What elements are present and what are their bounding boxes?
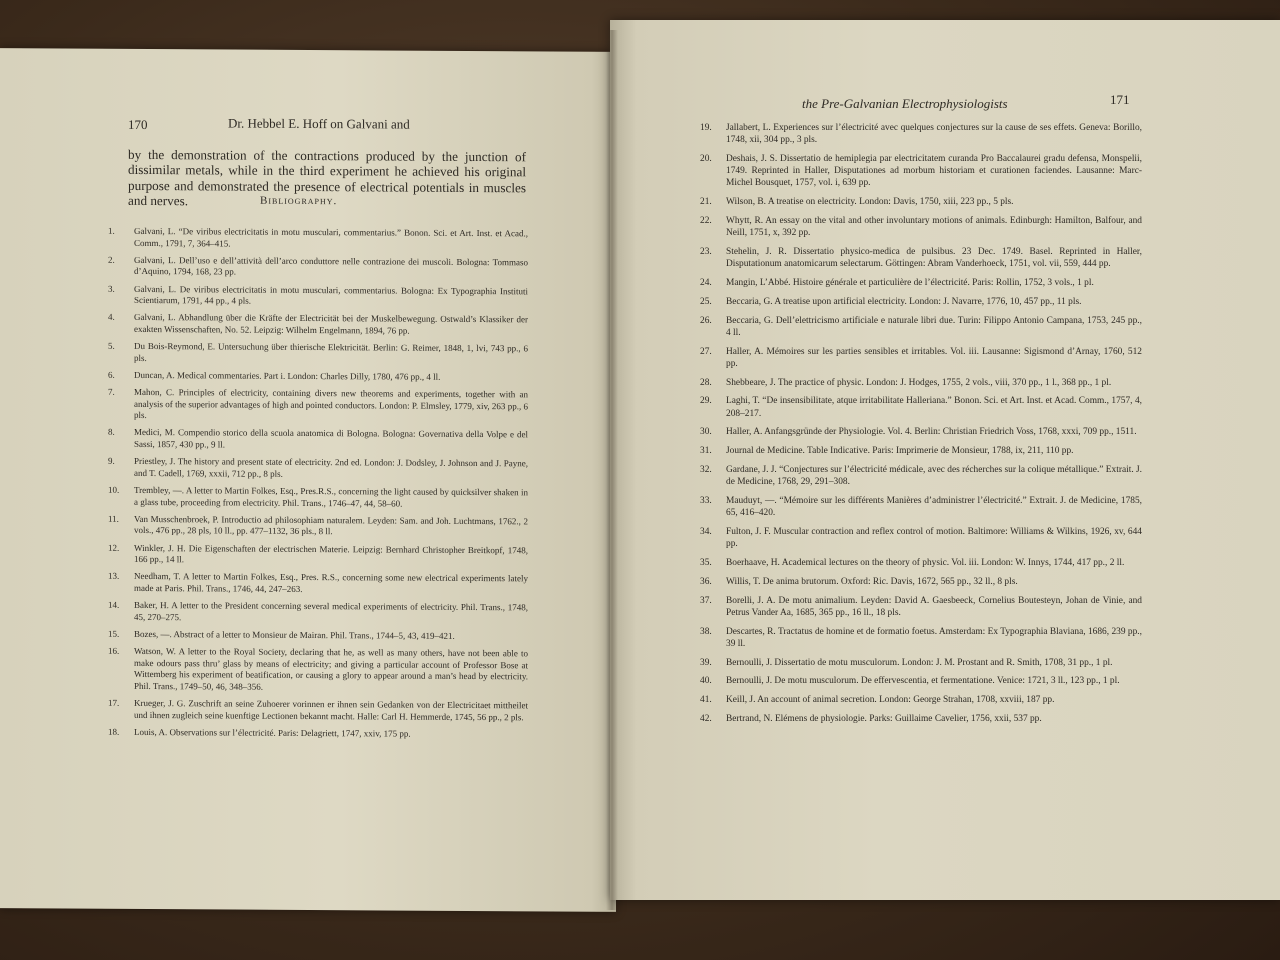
- reference-number: 29.: [700, 396, 712, 407]
- reference-number: 37.: [700, 595, 712, 606]
- left-page-number: 170: [128, 116, 148, 133]
- reference-entry: [108, 485, 528, 511]
- reference-text: Van Musschenbroek, P. Introductio ad philosophiam naturalem. Leyden: Sam. and Joh. Luchtmans, 1762., 2 vols., 476 pp., 28 pls, 10 ll., pp. 477–1132, 36 pls., 8 ll.: [134, 513, 528, 537]
- reference-text: Haller, A. Mémoires sur les parties sensibles et irritables. Vol. iii. Lausanne: Sigismond d’Arnay, 1760, 512 pp.: [726, 346, 1142, 369]
- reference-text: Winkler, J. H. Die Eigenschaften der electrischen Materie. Leipzig: Bernhard Christopher Breitkopf, 1748, 166 pp., 14 ll.: [134, 542, 528, 565]
- reference-number: 1.: [108, 225, 115, 236]
- reference-entry: [108, 600, 528, 626]
- reference-text: Mahon, C. Principles of electricity, containing divers new theorems and experiments, together with an analysis of the superior advantages of high and pointed conductors. London: P. Elmsley, 1779, xiv, 263 pp., 6 pls.: [134, 387, 528, 421]
- reference-number: 40.: [700, 676, 712, 687]
- reference-number: 9.: [108, 456, 115, 467]
- reference-text: Louis, A. Observations sur l’électricité. Paris: Delagriett, 1747, xxiv, 175 pp.: [134, 726, 411, 739]
- book-spine: [606, 30, 618, 910]
- reference-number: 31.: [700, 446, 712, 457]
- reference-text: Fulton, J. F. Muscular contraction and reflex control of motion. Baltimore: Williams & Wilkins, 1926, xv, 644 pp.: [726, 526, 1142, 550]
- reference-entry: [700, 464, 1142, 488]
- reference-text: Mangin, L’Abbé. Histoire générale et particulière de l’électricité. Paris: Rollin, 1752, 3 vols., 1 pl.: [726, 278, 1094, 288]
- reference-text: Trembley, —. A letter to Martin Folkes, Esq., Pres.R.S., concerning the light caused by quicksilver shaken in a glass tube, proceeding from electricity. Phil. Trans., 1746–47, 44, 58–60.: [134, 484, 528, 509]
- reference-entry: [700, 675, 1142, 687]
- reference-text: Whytt, R. An essay on the vital and other involuntary motions of animals. Edinburgh: Hamilton, Balfour, and Neill, 1751, x, 392 pp.: [726, 216, 1142, 239]
- reference-entry: [700, 657, 1142, 669]
- reference-text: Medici, M. Compendio storico della scuola anatomica di Bologna. Bologna: Governativa della Volpe e del Sassi, 1857, 430 pp., 9 ll.: [134, 427, 528, 450]
- reference-text: Stehelin, J. R. Dissertatio physico-medica de pulsibus. 23 Dec. 1749. Basel. Reprinted in Haller, Disputationum anatomicarum selectarum. Göttingen: Abram Vanderhoeck, 1751, vol. vii, 559, 444 pp.: [726, 247, 1142, 270]
- left-running-head: Dr. Hebbel E. Hoff on Galvani and: [228, 115, 410, 132]
- reference-number: 7.: [108, 386, 115, 397]
- reference-entry: [700, 315, 1142, 339]
- reference-text: Needham, T. A letter to Martin Folkes, Esq., Pres. R.S., concerning some new electrical experiments lately made at Paris. Phil. Trans., 1746, 44, 247–263.: [134, 571, 528, 594]
- reference-text: Haller, A. Anfangsgründe der Physiologie. Vol. 4. Berlin: Christian Friedrich Voss, 1768, xxxi, 709 pp., 1511.: [726, 427, 1137, 438]
- reference-number: 32.: [700, 464, 712, 475]
- reference-number: 15.: [108, 628, 120, 639]
- reference-number: 20.: [700, 154, 712, 164]
- reference-text: Galvani, L. Dell’uso e dell’attività dell’arco conduttore nelle contrazione dei muscoli. Bologna: Tommaso d’Aquino, 1794, 168, 23 pp.: [134, 254, 528, 277]
- reference-entry: [700, 694, 1142, 706]
- reference-number: 17.: [108, 697, 120, 708]
- reference-text: Laghi, T. “De insensibilitate, atque irritabilitate Halleriana.” Bonon. Sci. et Art. Inst. et Acad. Comm., 1757, 4, 208–217.: [726, 396, 1142, 419]
- reference-list-left: [108, 226, 528, 747]
- reference-text: Mauduyt, —. “Mémoire sur les différents Manières d’administrer l’électricité.” Extrait. J. de Medicine, 1785, 65, 416–420.: [726, 495, 1142, 519]
- reference-entry: [108, 387, 528, 424]
- reference-entry: [108, 698, 528, 724]
- reference-entry: [108, 283, 528, 309]
- reference-entry: [700, 426, 1142, 438]
- reference-number: 38.: [700, 626, 712, 637]
- reference-number: 21.: [700, 197, 712, 208]
- reference-text: Jallabert, L. Experiences sur l’électricité avec quelques conjectures sur la cause de ses effets. Geneva: Borillo, 1748, xii, 304 pp., 3 pls.: [726, 123, 1142, 146]
- reference-text: Boerhaave, H. Academical lectures on the theory of physic. Vol. iii. London: W. Innys, 1744, 417 pp., 2 ll.: [726, 557, 1125, 568]
- reference-text: Duncan, A. Medical commentaries. Part i. London: Charles Dilly, 1780, 476 pp., 4 ll.: [134, 369, 441, 382]
- reference-text: Baker, H. A letter to the President concerning several medical experiments of electricity. Phil. Trans., 1748, 45, 270–275.: [134, 600, 528, 622]
- reference-entry: [700, 377, 1142, 389]
- reference-text: Beccaria, G. Dell’elettricismo artificiale e naturale libri due. Turin: Filippo Antonio Campana, 1753, 245 pp., 4 ll.: [726, 315, 1142, 338]
- reference-entry: [108, 312, 528, 338]
- reference-entry: [108, 226, 528, 252]
- reference-entry: [700, 595, 1142, 619]
- reference-entry: [700, 296, 1142, 308]
- reference-number: 2.: [108, 254, 115, 265]
- reference-entry: [700, 713, 1142, 725]
- reference-entry: [700, 626, 1142, 650]
- reference-text: Deshais, J. S. Dissertatio de hemiplegia par electricitatem curanda Pro Baccalaurei gradu defensa, Monspelii, 1749. Reprinted in Haller, Disputationes ad morbum historiam et curationen faciendes. Lausanne: Marc-Michel Bousquet, 1757, vol. i, 639 pp.: [726, 154, 1142, 189]
- reference-number: 23.: [700, 247, 712, 257]
- reference-number: 3.: [108, 283, 115, 294]
- reference-number: 11.: [108, 513, 119, 524]
- reference-entry: [108, 542, 528, 568]
- bibliography-heading: Bibliography.: [260, 194, 338, 208]
- reference-text: Bernoulli, J. De motu musculorum. De effervescentia, et fermentatione. Venice: 1721, 3 ll., 123 pp., 1 pl.: [726, 676, 1120, 687]
- reference-number: 24.: [700, 278, 712, 288]
- reference-text: Wilson, B. A treatise on electricity. London: Davis, 1750, xiii, 223 pp., 5 pls.: [726, 197, 1014, 208]
- reference-list-right: [700, 122, 1142, 732]
- reference-entry: [700, 557, 1142, 569]
- reference-number: 22.: [700, 216, 712, 226]
- reference-entry: [700, 526, 1142, 550]
- right-page: [610, 20, 1280, 900]
- right-page-number: 171: [1110, 92, 1130, 107]
- reference-text: Willis, T. De anima brutorum. Oxford: Ric. Davis, 1672, 565 pp., 32 ll., 8 pls.: [726, 576, 1018, 587]
- reference-entry: [108, 427, 528, 453]
- reference-number: 35.: [700, 557, 712, 568]
- reference-number: 25.: [700, 296, 712, 307]
- reference-text: Du Bois-Reymond, E. Untersuchung über thierische Elektricität. Berlin: G. Reimer, 1848, 1, lvi, 743 pp., 6 pls.: [134, 341, 528, 363]
- reference-number: 27.: [700, 346, 712, 357]
- reference-text: Bernoulli, J. Dissertatio de motu musculorum. London: J. M. Prostant and R. Smith, 1708, 31 pp., 1 pl.: [726, 657, 1113, 668]
- reference-entry: [108, 514, 528, 540]
- reference-entry: [700, 395, 1142, 419]
- reference-text: Bertrand, N. Elémens de physiologie. Parks: Guillaime Cavelier, 1756, xxii, 537 pp.: [726, 713, 1042, 724]
- reference-number: 41.: [700, 695, 712, 706]
- reference-number: 30.: [700, 427, 712, 438]
- reference-text: Gardane, J. J. “Conjectures sur l’électricité médicale, avec des récherches sur la colique métallique.” Extrait. J. de Medicine, 1768, 29, 291–308.: [726, 464, 1142, 488]
- reference-text: Borelli, J. A. De motu animalium. Leyden: David A. Gaesbeeck, Cornelius Boutesteyn, Johan de Vinie, and Petrus Vander Aa, 1685, 365 pp., 16 ll., 18 pls.: [726, 595, 1142, 618]
- reference-entry: [108, 456, 528, 482]
- reference-entry: [700, 122, 1142, 146]
- reference-entry: [700, 277, 1142, 289]
- left-page: [0, 48, 616, 912]
- reference-entry: [108, 646, 528, 695]
- reference-number: 28.: [700, 377, 712, 388]
- reference-number: 26.: [700, 315, 712, 326]
- reference-number: 10.: [108, 484, 120, 495]
- reference-number: 12.: [108, 542, 120, 553]
- reference-entry: [108, 370, 528, 384]
- reference-number: 14.: [108, 599, 120, 611]
- reference-text: Krueger, J. G. Zuschrift an seine Zuhoerer vorinnen er ihnen sein Gedanken von der Electricitaet mittheilet und ihnen zugleich seine kuenftige Lectionen bekannt macht. Halle: Carl H. Hemmerde, 1745, 56 pp., 2 pls.: [134, 698, 528, 723]
- reference-text: Descartes, R. Tractatus de homine et de formatio foetus. Amsterdam: Ex Typographia Blaviana, 1686, 239 pp., 39 ll.: [726, 626, 1142, 649]
- reference-text: Keill, J. An account of animal secretion. London: George Strahan, 1708, xxviii, 187 pp.: [726, 695, 1055, 706]
- reference-entry: [108, 571, 528, 597]
- reference-entry: [108, 629, 528, 643]
- reference-entry: [700, 246, 1142, 270]
- reference-text: Galvani, L. “De viribus electricitatis in motu musculari, commentarius.” Bonon. Sci. et Art. Inst. et Acad., Comm., 1791, 7, 364–415.: [134, 225, 528, 249]
- reference-number: 39.: [700, 657, 712, 668]
- body-paragraph: by the demonstration of the contractions produced by the junction of dissimilar metals, while in the third experiment he achieved his original purpose and demonstrated the presence of electrical potentials in muscles and nerves.: [128, 146, 526, 209]
- reference-entry: [108, 341, 528, 367]
- reference-text: Watson, W. A letter to the Royal Society, declaring that he, as well as many others, have not been able to make odours pass thru’ glass by means of electricity; and giving a particular account of Professor Bose at Wittemberg his experiment of beatification, or causing a glory to appear around a man’s head by electricity. Phil. Trans., 1749–50, 46, 348–356.: [134, 646, 528, 692]
- reference-entry: [700, 445, 1142, 457]
- reference-entry: [700, 153, 1142, 190]
- reference-entry: [108, 255, 528, 281]
- reference-number: 4.: [108, 312, 115, 323]
- reference-entry: [700, 215, 1142, 239]
- reference-number: 13.: [108, 571, 120, 582]
- reference-entry: [700, 576, 1142, 588]
- reference-entry: [700, 346, 1142, 370]
- reference-entry: [108, 727, 528, 741]
- reference-number: 33.: [700, 495, 712, 506]
- reference-entry: [700, 196, 1142, 208]
- reference-number: 5.: [108, 340, 115, 351]
- right-running-head: the Pre-Galvanian Electrophysiologists: [802, 96, 1008, 111]
- reference-number: 8.: [108, 427, 115, 438]
- reference-text: Bozes, —. Abstract of a letter to Monsieur de Mairan. Phil. Trans., 1744–5, 43, 419–421.: [134, 628, 455, 641]
- reference-text: Shebbeare, J. The practice of physic. London: J. Hodges, 1755, 2 vols., viii, 370 pp., 1 l., 368 pp., 1 pl.: [726, 377, 1112, 388]
- reference-number: 34.: [700, 526, 712, 537]
- reference-text: Priestley, J. The history and present state of electricity. 2nd ed. London: J. Dodsley, J. Johnson and J. Payne, and T. Cadell, 1769, xxxii, 712 pp., 8 pls.: [134, 456, 528, 479]
- reference-number: 6.: [108, 369, 115, 380]
- reference-text: Galvani, L. Abhandlung über die Kräfte der Electricität bei der Muskelbewegung. Ostwald’s Klassiker der exakten Wissenschaften, No. 52. Leipzig: Wilhelm Engelmann, 1894, 76 pp.: [134, 312, 528, 336]
- reference-number: 16.: [108, 645, 120, 656]
- reference-text: Beccaria, G. A treatise upon artificial electricity. London: J. Navarre, 1776, 10, 457 pp., 11 pls.: [726, 296, 1082, 307]
- reference-text: Journal de Medicine. Table Indicative. Paris: Imprimerie de Monsieur, 1788, ix, 211, 110 pp.: [726, 446, 1074, 457]
- reference-number: 36.: [700, 576, 712, 587]
- reference-number: 42.: [700, 713, 712, 724]
- reference-text: Galvani, L. De viribus electricitatis in motu musculari, commentarius. Bologna: Ex Typographia Instituti Scientiarum, 1791, 44 pp., 4 pls.: [134, 283, 528, 306]
- reference-number: 19.: [700, 123, 712, 133]
- reference-entry: [700, 495, 1142, 519]
- reference-number: 18.: [108, 726, 120, 737]
